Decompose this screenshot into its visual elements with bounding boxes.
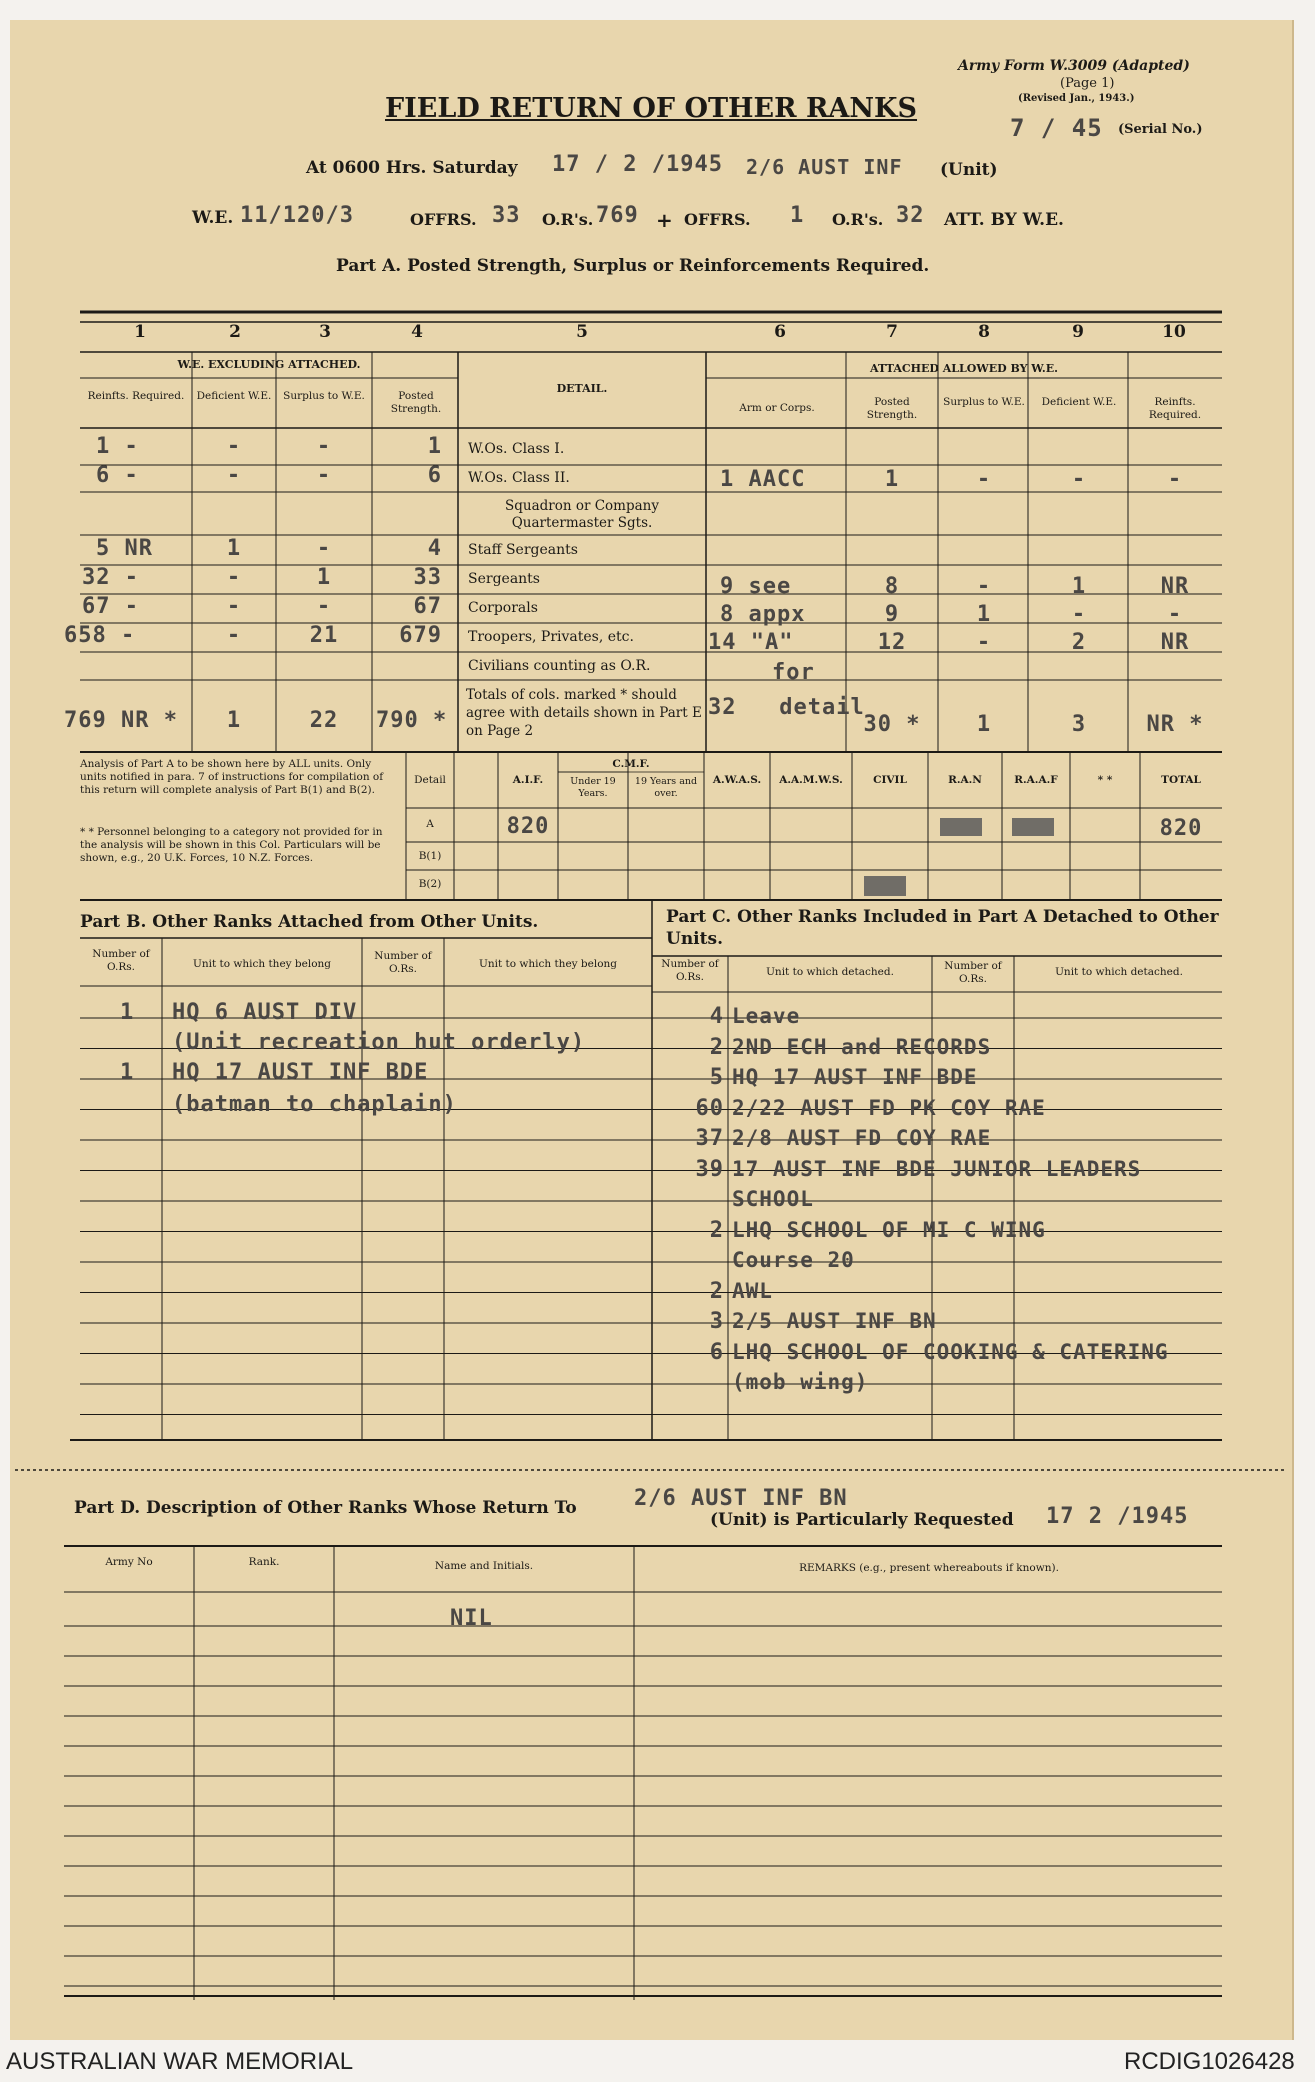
cell-c8: -: [976, 574, 992, 599]
cell-c1: 658 -: [64, 623, 136, 648]
col-number: 4: [411, 322, 423, 342]
analysis-header-civil: CIVIL: [873, 774, 907, 786]
cell-c8: 1: [976, 602, 992, 627]
part-b-unit: (Unit recreation hut orderly): [172, 1030, 586, 1055]
cell-c7: 30 *: [863, 712, 921, 737]
part-b-header-unit: Unit to which they belong: [192, 958, 332, 970]
cell-c7: 8: [884, 574, 900, 599]
detail-cell: Sergeants: [468, 571, 540, 587]
right-header-arm: Arm or Corps.: [739, 402, 815, 414]
analysis-header-total: TOTAL: [1161, 774, 1201, 786]
left-header-reinfts: Reinfts. Required.: [87, 390, 185, 402]
cell-c4: 67: [413, 594, 442, 619]
serial-label: (Serial No.): [1118, 122, 1203, 137]
part-b-header-unit2: Unit to which they belong: [478, 958, 618, 970]
form-page: (Page 1): [1060, 76, 1115, 91]
detail-cell: Civilians counting as O.R.: [468, 658, 651, 674]
offrs2-label: OFFRS.: [684, 210, 751, 229]
part-c-unit: Course 20: [732, 1248, 855, 1272]
analysis-header-aamws: A.A.M.W.S.: [779, 774, 843, 786]
part-c-title: Part C. Other Ranks Included in Part A Detached to Other Units.: [666, 907, 1219, 949]
part-c-unit: 2/8 AUST FD COY RAE: [732, 1126, 992, 1150]
cell-c10: -: [1167, 467, 1183, 492]
cell-c9: -: [1071, 602, 1087, 627]
cell-c6: 32 detail: [708, 695, 865, 720]
part-c-unit: SCHOOL: [732, 1187, 814, 1211]
cell-c7: 12: [877, 630, 907, 655]
cell-c1: 1 -: [96, 434, 139, 459]
cell-c1: 6 -: [96, 463, 139, 488]
detail-cell: Corporals: [468, 600, 538, 616]
part-d-header-remarks: REMARKS (e.g., present whereabouts if known).: [799, 1562, 1059, 1574]
cell-c6: for: [772, 660, 815, 685]
cell-c3: 21: [309, 623, 339, 648]
analysis-detail-label: Detail: [414, 774, 446, 786]
cell-c6: 1 AACC: [720, 467, 806, 492]
analysis-note-2: * * Personnel belonging to a category not provided for in the analysis will be shown in this Col. Particulars will be shown, e.g., 20 U.K. Forces, 10 N.Z. Forces.: [80, 826, 383, 864]
detail-cell: Squadron or Company Quartermaster Sgts.: [505, 498, 659, 531]
cell-c1: 32 -: [82, 565, 139, 590]
page-title: FIELD RETURN OF OTHER RANKS: [385, 93, 918, 124]
cell-c3: -: [316, 594, 332, 619]
part-c-num: 39: [695, 1156, 724, 1182]
part-c-num: 4: [709, 1004, 724, 1029]
cell-c10: NR: [1160, 630, 1190, 655]
ors2-value: 32: [896, 203, 925, 228]
cell-c1: 769 NR *: [64, 708, 178, 733]
col-number: 9: [1072, 322, 1084, 342]
cell-c7: 1: [884, 467, 900, 492]
analysis-header-awas: A.W.A.S.: [712, 774, 762, 786]
part-c-unit: Leave: [732, 1004, 801, 1028]
analysis-header-cmf: C.M.F.: [612, 758, 650, 770]
cell-c3: -: [316, 536, 332, 561]
analysis-row-label: B(1): [418, 850, 442, 862]
detail-cell: Troopers, Privates, etc.: [468, 629, 634, 645]
part-d-date-value: 17 2 /1945: [1046, 1504, 1189, 1529]
part-c-unit: 2ND ECH and RECORDS: [732, 1034, 992, 1059]
analysis-header-under19: Under 19 Years.: [570, 776, 616, 799]
ors-label: O.R's.: [542, 210, 594, 229]
cell-c8: -: [976, 630, 992, 655]
right-group-header: ATTACHED ALLOWED BY W.E.: [870, 362, 1058, 375]
cell-c2: -: [226, 565, 242, 590]
at-label: At 0600 Hrs. Saturday: [306, 158, 518, 178]
we-value: 11/120/3: [240, 203, 354, 228]
part-d-title-mid: (Unit) is Particularly Requested: [710, 1510, 1014, 1530]
cell-c2: -: [226, 623, 242, 648]
part-d-header-army-no: Army No: [105, 1556, 153, 1568]
col-number: 7: [886, 322, 898, 342]
part-c-header-num2: Number of O.Rs.: [944, 960, 1002, 985]
analysis-aif-a: 820: [506, 814, 550, 839]
cell-c4: 6: [427, 463, 442, 488]
left-header-posted: Posted Strength.: [390, 390, 442, 415]
analysis-header-other: * *: [1097, 774, 1113, 786]
col-number: 2: [229, 322, 241, 342]
left-group-header: W.E. EXCLUDING ATTACHED.: [177, 358, 361, 371]
col-number: 3: [319, 322, 331, 342]
col-number: 8: [978, 322, 990, 342]
detail-cell: Totals of cols. marked * should agree with details shown in Part E on Page 2: [466, 687, 702, 739]
right-header-surplus: Surplus to W.E.: [943, 396, 1025, 408]
cell-c2: 1: [226, 536, 242, 561]
cell-c6: 9 see: [720, 574, 792, 599]
date-value: 17 / 2 /1945: [552, 152, 723, 177]
redaction-mark: [1012, 818, 1054, 836]
form-number: Army Form W.3009 (Adapted): [958, 58, 1190, 74]
part-c-num: 6: [709, 1339, 724, 1365]
unit-value: 2/6 AUST INF: [746, 155, 903, 179]
cell-c4: 679: [399, 623, 442, 648]
offrs2-value: 1: [790, 203, 805, 228]
analysis-note-1: Analysis of Part A to be shown here by ALL units. Only units notified in para. 7 of instructions for compilation of this return will complete analysis of Part B(1) and B(2).: [80, 758, 384, 796]
cell-c3: -: [316, 463, 332, 488]
cell-c1: 5 NR: [96, 536, 153, 561]
part-d-title-prefix: Part D. Description of Other Ranks Whose Return To: [74, 1498, 577, 1518]
cell-c9: 1: [1071, 574, 1087, 599]
cell-c9: 2: [1071, 630, 1087, 655]
part-c-num: 2: [709, 1034, 724, 1060]
cell-c7: 9: [884, 602, 900, 627]
part-c-unit: AWL: [732, 1278, 773, 1303]
detail-cell: W.Os. Class I.: [468, 441, 565, 457]
left-header-deficient: Deficient W.E.: [196, 390, 272, 402]
part-b-header-num2: Number of O.Rs.: [374, 950, 432, 975]
cell-c2: -: [226, 594, 242, 619]
footer-id: RCDIG1026428: [1124, 2048, 1295, 2075]
cell-c1: 67 -: [82, 594, 139, 619]
cell-c3: -: [316, 434, 332, 459]
part-d-header-name: Name and Initials.: [434, 1560, 534, 1572]
part-b-title: Part B. Other Ranks Attached from Other Units.: [80, 912, 539, 932]
part-c-num: 5: [709, 1065, 724, 1090]
detail-header: DETAIL.: [556, 382, 608, 395]
part-c-header-unit: Unit to which detached.: [766, 966, 894, 978]
cell-c6: 8 appx: [720, 602, 806, 627]
analysis-row-label: A: [426, 818, 434, 830]
offrs-label: OFFRS.: [410, 210, 477, 229]
part-b-unit: (batman to chaplain): [172, 1092, 457, 1117]
cell-c10: -: [1167, 602, 1183, 627]
att-label: ATT. BY W.E.: [944, 210, 1064, 230]
part-c-num: 3: [709, 1309, 724, 1334]
analysis-header-ran: R.A.N: [948, 774, 982, 786]
analysis-header-aif: A.I.F.: [512, 774, 544, 786]
part-c-unit: 2/22 AUST FD PK COY RAE: [732, 1095, 1046, 1120]
form-revised: (Revised Jan., 1943.): [1018, 93, 1135, 104]
cell-c2: -: [226, 463, 242, 488]
cell-c8: -: [976, 467, 992, 492]
part-c-unit: HQ 17 AUST INF BDE: [732, 1065, 978, 1089]
cell-c4: 790 *: [376, 708, 448, 733]
part-c-num: 2: [709, 1278, 724, 1304]
redaction-mark: [864, 876, 906, 896]
part-b-num: 1: [120, 1060, 135, 1085]
part-c-unit: (mob wing): [732, 1370, 869, 1394]
col-number: 6: [774, 322, 786, 342]
col-number: 1: [134, 322, 146, 342]
part-c-num: 60: [695, 1095, 724, 1121]
part-b-num: 1: [120, 1000, 135, 1025]
part-c-unit: LHQ SCHOOL OF MI C WING: [732, 1217, 1046, 1242]
part-d-header-rank: Rank.: [248, 1556, 280, 1568]
cell-c4: 1: [427, 434, 442, 459]
unit-label: (Unit): [940, 160, 998, 180]
cell-c4: 4: [427, 536, 442, 561]
detail-cell: Staff Sergeants: [468, 542, 578, 558]
analysis-header-19over: 19 Years and over.: [634, 776, 698, 799]
cell-c2: 1: [226, 708, 242, 733]
offrs-value: 33: [492, 203, 521, 228]
right-header-reinfts: Reinfts. Required.: [1148, 396, 1202, 421]
part-b-unit: HQ 17 AUST INF BDE: [172, 1060, 429, 1085]
col-number: 5: [576, 322, 588, 342]
cell-c3: 1: [316, 565, 332, 590]
analysis-header-raaf: R.A.A.F: [1014, 774, 1058, 786]
part-b-unit: HQ 6 AUST DIV: [172, 1000, 358, 1025]
part-c-unit: 17 AUST INF BDE JUNIOR LEADERS: [732, 1156, 1142, 1181]
part-c-header-unit2: Unit to which detached.: [1055, 966, 1183, 978]
cell-c2: -: [226, 434, 242, 459]
part-c-num: 2: [709, 1217, 724, 1243]
cell-c10: NR *: [1146, 712, 1204, 737]
part-d-unit-value: 2/6 AUST INF BN: [634, 1486, 848, 1511]
part-b-header-num: Number of O.Rs.: [92, 948, 150, 973]
right-header-deficient: Deficient W.E.: [1041, 396, 1117, 408]
cell-c8: 1: [976, 712, 992, 737]
serial-value: 7 / 45: [1010, 114, 1103, 142]
part-c-header-num: Number of O.Rs.: [661, 958, 719, 983]
part-a-title: Part A. Posted Strength, Surplus or Reinforcements Required.: [336, 256, 930, 276]
part-d-nil: NIL: [450, 1606, 493, 1631]
part-c-unit: LHQ SCHOOL OF COOKING & CATERING: [732, 1339, 1169, 1364]
cell-c3: 22: [309, 708, 339, 733]
plus-sign: +: [656, 208, 673, 232]
redaction-mark: [940, 818, 982, 836]
analysis-row-label: B(2): [418, 878, 442, 890]
right-header-posted: Posted Strength.: [866, 396, 918, 421]
cell-c9: 3: [1071, 712, 1087, 737]
detail-cell: W.Os. Class II.: [468, 470, 570, 486]
ors2-label: O.R's.: [832, 210, 884, 229]
cell-c9: -: [1071, 467, 1087, 492]
cell-c4: 33: [413, 565, 442, 590]
cell-c10: NR: [1160, 574, 1190, 599]
we-label: W.E.: [192, 208, 234, 228]
footer-source: AUSTRALIAN WAR MEMORIAL: [6, 2048, 354, 2075]
part-c-unit: 2/5 AUST INF BN: [732, 1309, 937, 1333]
analysis-total-a: 820: [1159, 816, 1203, 841]
ors-value: 769: [596, 203, 639, 228]
part-c-num: 37: [695, 1126, 724, 1151]
col-number: 10: [1162, 322, 1186, 342]
cell-c6: 14 "A": [708, 630, 794, 655]
left-header-surplus: Surplus to W.E.: [283, 390, 365, 402]
